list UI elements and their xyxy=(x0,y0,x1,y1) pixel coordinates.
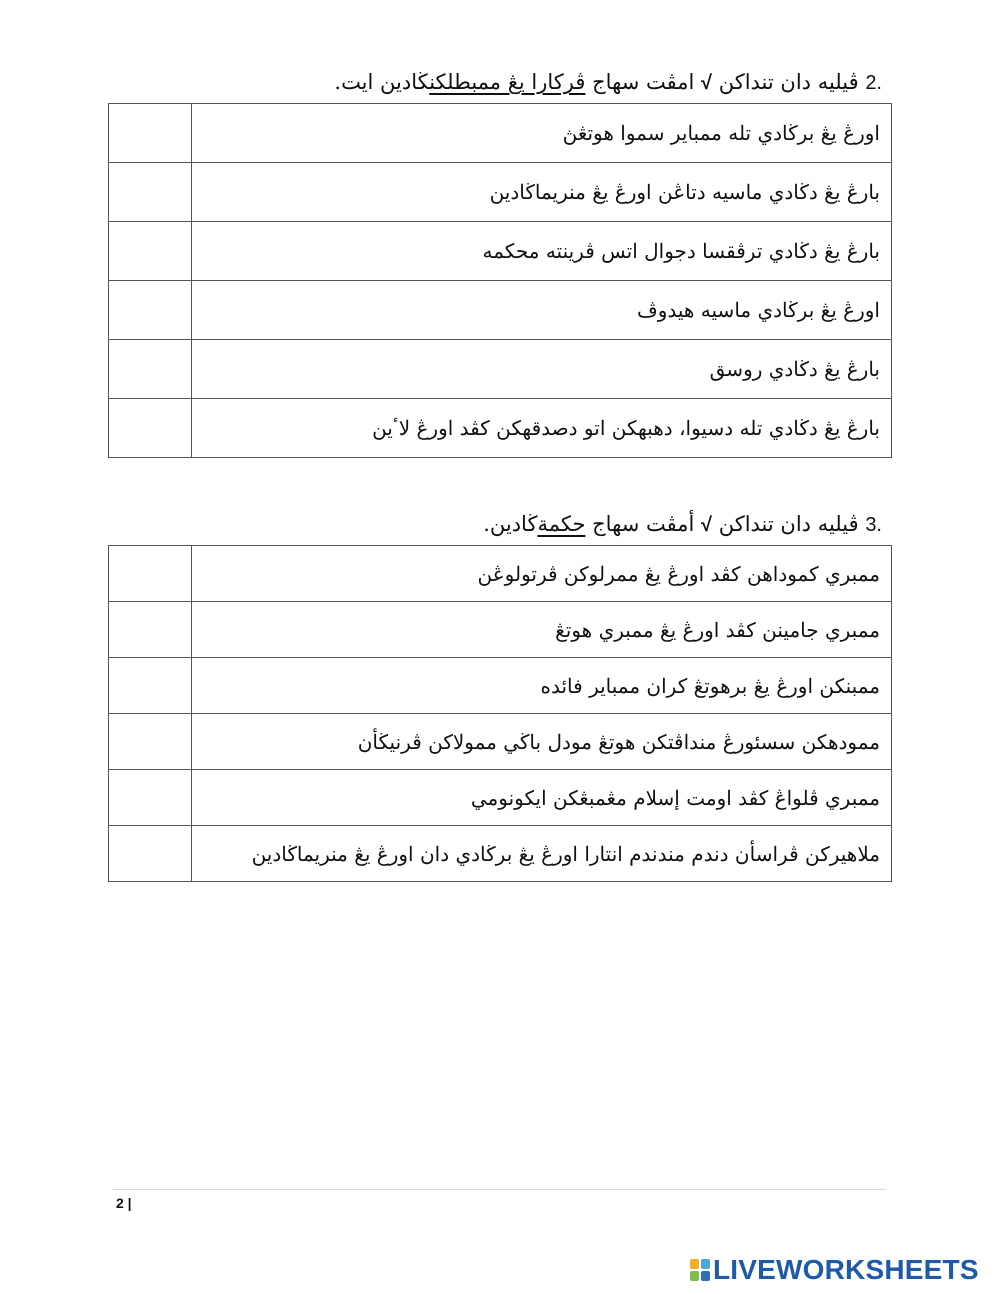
tick-mark: √ xyxy=(701,72,713,94)
table-row xyxy=(109,340,892,399)
statement-text: ملاهيرکن ڤراسأن دندم مندندم انتارا اورڠ يڠ برڬادي دان اورڠ يڠ منريماڬادين xyxy=(192,826,892,882)
question-2-text-before: ڤيليه دان تنداکن xyxy=(718,70,859,94)
answer-checkbox[interactable] xyxy=(109,163,192,222)
table-row xyxy=(109,104,892,163)
question-2-underlined-topic: ڤرکارا يڠ ممبطلکن xyxy=(429,70,586,94)
answer-checkbox[interactable] xyxy=(109,546,192,602)
answer-checkbox[interactable] xyxy=(109,714,192,770)
statement-text: ممودهکن سسئورڠ منداڤتکن هوتڠ مودل باڬي ممولاکن ڤرنيڬأن xyxy=(192,714,892,770)
table-row xyxy=(109,546,892,602)
question-3-text-after: ڬادين. xyxy=(483,512,538,536)
tick-mark: √ xyxy=(701,514,713,536)
question-3-underlined-topic: حکمة xyxy=(537,512,586,536)
question-2-text-middle: امڤت سهاج xyxy=(592,70,695,94)
statement-text: بارڠ يڠ دڬادي ترڤقسا دجوال اتس ڤرينته محکمه xyxy=(192,222,892,281)
table-row xyxy=(109,222,892,281)
question-3-number: 3. xyxy=(865,514,882,536)
page-number: 2 | xyxy=(116,1195,132,1211)
question-2-instruction xyxy=(102,68,882,97)
answer-checkbox[interactable] xyxy=(109,222,192,281)
question-3-text-middle: أمڤت سهاج xyxy=(592,512,695,536)
question-2-number: 2. xyxy=(865,72,882,94)
liveworksheets-logo xyxy=(690,1253,979,1287)
statement-text: اورڠ يڠ برڬادي ماسيه هيدوڤ xyxy=(192,281,892,340)
table-row xyxy=(109,399,892,458)
statement-text: بارڠ يڠ دڬادي ماسيه دتاڠن اورڠ يڠ منريماڬادين xyxy=(192,163,892,222)
statement-text: ممبري جامينن کڤد اورڠ يڠ ممبري هوتڠ xyxy=(192,602,892,658)
question-3-text-before: ڤيليه دان تنداکن xyxy=(718,512,859,536)
table-row xyxy=(109,281,892,340)
answer-checkbox[interactable] xyxy=(109,602,192,658)
answer-checkbox[interactable] xyxy=(109,340,192,399)
answer-checkbox[interactable] xyxy=(109,826,192,882)
answer-checkbox[interactable] xyxy=(109,770,192,826)
table-row xyxy=(109,602,892,658)
question-2-table xyxy=(108,103,892,458)
table-row xyxy=(109,770,892,826)
table-row xyxy=(109,163,892,222)
question-3-instruction xyxy=(102,510,882,539)
table-row xyxy=(109,658,892,714)
question-3-table xyxy=(108,545,892,882)
table-row xyxy=(109,826,892,882)
statement-text: اورڠ يڠ برڬادي تله ممباير سموا هوتڠڽ xyxy=(192,104,892,163)
liveworksheets-logo-icon xyxy=(690,1259,710,1281)
table-row xyxy=(109,714,892,770)
footer-divider xyxy=(113,1189,886,1190)
statement-text: بارڠ يڠ دڬادي روسق xyxy=(192,340,892,399)
question-2-text-after: ڬادين ايت. xyxy=(334,70,430,94)
statement-text: ممبنکن اورڠ يڠ برهوتڠ کران ممباير فائده xyxy=(192,658,892,714)
answer-checkbox[interactable] xyxy=(109,399,192,458)
answer-checkbox[interactable] xyxy=(109,281,192,340)
statement-text: بارڠ يڠ دڬادي تله دسيوا، دهبهکن اتو دصدقهکن کڤد اورڠ لاٴين xyxy=(192,399,892,458)
statement-text: ممبري کموداهن کڤد اورڠ يڠ ممرلوکن ڤرتولوڠن xyxy=(192,546,892,602)
answer-checkbox[interactable] xyxy=(109,658,192,714)
brand-name: LIVEWORKSHEETS xyxy=(713,1254,979,1285)
answer-checkbox[interactable] xyxy=(109,104,192,163)
statement-text: ممبري ڤلواڠ کڤد اومت إسلام مڠمبڠکن ايکونومي xyxy=(192,770,892,826)
